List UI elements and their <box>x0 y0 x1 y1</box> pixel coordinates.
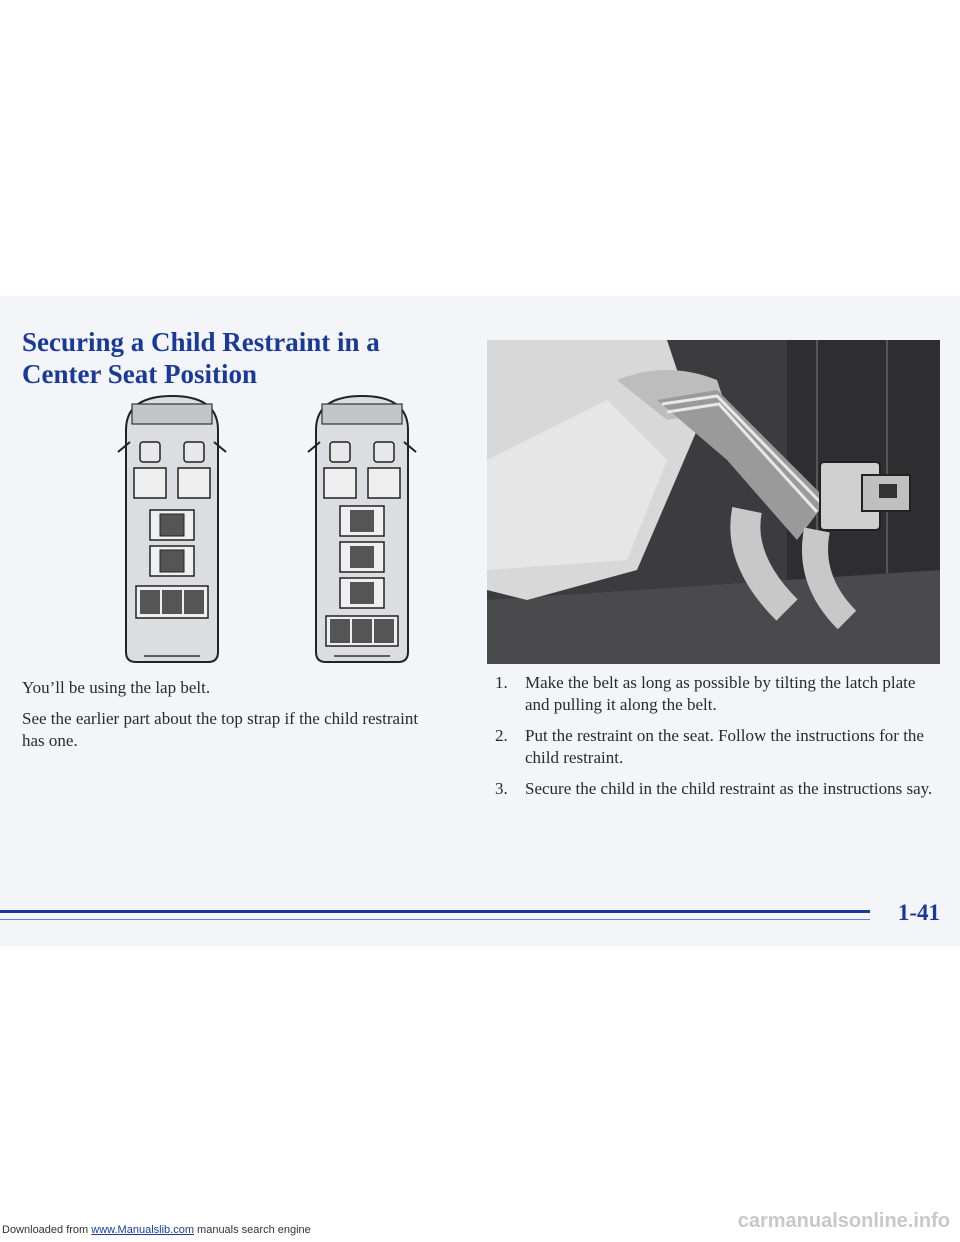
footer-suffix: manuals search engine <box>193 1224 311 1236</box>
instruction-steps <box>495 672 935 809</box>
step-1-text: Make the belt as long as possible by tilting the latch plate and pulling it along the belt. <box>525 673 916 714</box>
page-rule-thick <box>0 910 870 913</box>
step-3 <box>495 778 935 800</box>
section-heading-line-1: Securing a Child Restraint in a <box>22 327 380 357</box>
page-rule-thin <box>0 919 870 920</box>
site-watermark: carmanualsonline.info <box>737 1210 950 1232</box>
step-1 <box>495 672 935 716</box>
step-2-number: 2. <box>495 726 508 745</box>
top-strap-note: See the earlier part about the top strap if the child restraint has one. <box>22 709 419 750</box>
van-seating-diagram-a <box>108 390 236 666</box>
step-2-text: Put the restraint on the seat. Follow the instructions for the child restraint. <box>525 726 924 767</box>
footer-prefix: Downloaded from <box>2 1224 92 1236</box>
download-footer <box>2 1224 311 1236</box>
step-3-number: 3. <box>495 779 508 798</box>
step-2 <box>495 725 935 769</box>
page-number: 1-41 <box>897 900 940 925</box>
section-heading-line-2: Center Seat Position <box>22 359 257 389</box>
lap-belt-latch-photo <box>487 340 940 664</box>
section-heading <box>22 326 442 390</box>
manualslib-link[interactable]: www.Manualslib.com <box>91 1224 194 1236</box>
lap-belt-note: You’ll be using the lap belt. <box>22 678 211 697</box>
van-seating-diagram-b <box>298 390 426 666</box>
step-3-text: Secure the child in the child restraint as the instructions say. <box>525 779 933 798</box>
step-1-number: 1. <box>495 673 508 692</box>
